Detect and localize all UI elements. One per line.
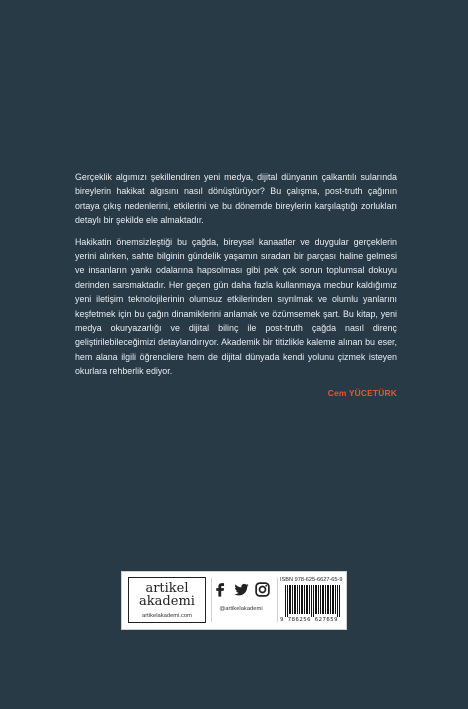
barcode-digits: 9 786256 627659 <box>280 617 339 623</box>
instagram-icon <box>254 581 271 598</box>
publisher-logo <box>128 577 206 623</box>
twitter-icon <box>233 581 250 598</box>
blurb-paragraph-1: Gerçeklik algımızı şekillendiren yeni medya, dijital dünyanın çalkantılı sularında bireylerin hakikat algısını nasıl dönüştürüyor? Bu çalışma, post-truth çağının ortaya çıkış nedenlerini, etkilerini ve bu dönemde bireylerin karşılaştığı zorlukları detaylı bir şekilde ele almaktadır. <box>75 172 397 226</box>
author-name: Cem YÜCETÜRK <box>327 387 397 398</box>
logo-line-2: akademi <box>139 594 195 609</box>
logo-line-1: artikel <box>145 581 189 596</box>
publisher-panel <box>121 571 347 630</box>
back-cover-blurb <box>75 170 397 400</box>
publisher-website: artikelakademi.com <box>142 613 192 619</box>
panel-divider <box>277 578 278 622</box>
social-handle: @artikelakademi <box>219 606 263 612</box>
barcode-icon <box>284 585 341 617</box>
social-icons <box>207 581 275 601</box>
barcode-block <box>280 577 342 625</box>
facebook-icon <box>212 581 229 598</box>
isbn-label: ISBN 978-625-6627-65-9 <box>280 577 343 583</box>
blurb-paragraph-2: Hakikatin önemsizleştiği bu çağda, bireysel kanaatler ve duygular gerçeklerin yerini alırken, sahte bilginin gündelik yaşamın sıradan bir parçası haline gelmesi ve insanların yankı odalarına hapsolması gibi pek çok sorun toplumsal dokuyu derinden sarsmaktadır. Her geçen gün daha fazla kullanmaya mecbur kaldığımız yeni iletişim teknolojilerinin olumsuz etkilerinden sıyrılmak ve olumlu yanlarını keşfetmek için bu çağın dinamiklerini anlamak ve özümsemek şart. Bu kitap, yeni medya okuryazarlığı ve dijital bilinç ile post-truth çağda nasıl direnç geliştirilebileceğimizi detaylandırıyor. Akademik bir titizlikle kaleme alınan bu eser, hem alana ilgili öğrencilere hem de dijital dünyada kendi yolunu çizmek isteyen okurlara rehberlik ediyor. <box>75 236 397 377</box>
